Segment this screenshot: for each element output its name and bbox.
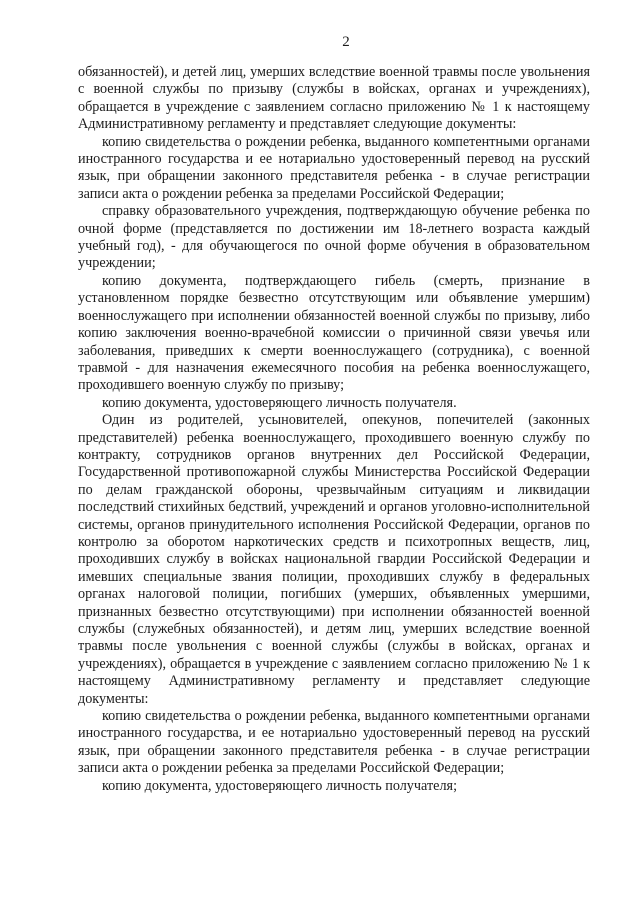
paragraph-continuation: обязанностей), и детей лиц, умерших вследствие военной травмы после увольнения с военной службы по призыву (службы в войсках, органах и учреждениях), обращается в учреждение с заявлением согласно приложению № 1 к настоящему Административному регламенту и представляет следующие документы:	[78, 64, 590, 133]
paragraph-contract-service-parents: Один из родителей, усыновителей, опекунов, попечителей (законных представителей) ребенка военнослужащего, проходившего военную службу по контракту, сотрудников органов внутренних дел Российской Федерации, Государственной противопожарной службы Министерства Российской Федерации по делам гражданской обороны, чрезвычайным ситуациям и ликвидации последствий стихийных бедствий, учреждений и органов уголовно-исполнительной системы, органов принудительного исполнения Российской Федерации, органов по контролю за оборотом наркотических средств и психотропных веществ, лиц, проходивших службу в войсках национальной гвардии Российской Федерации и имевших специальные звания полиции, проходивших службу в федеральных органах налоговой полиции, погибших (умерших, объявленных умершими, признанных безвестно отсутствующими) при исполнении обязанностей военной службы (служебных обязанностей), и детям лиц, умерших вследствие военной травмы после увольнения с военной службы (службы в войсках, органах и учреждениях), обращается в учреждение с заявлением согласно приложению № 1 к настоящему Административному регламенту и представляет следующие документы:	[78, 412, 590, 707]
paragraph-education-certificate: справку образовательного учреждения, подтверждающую обучение ребенка по очной форме (представляется по достижении им 18-летнего возраста каждый учебный год), - для обучающегося по очной форме обучения в образовательном учреждении;	[78, 203, 590, 272]
paragraph-death-document-copy: копию документа, подтверждающего гибель (смерть, признание в установленном порядке безвестно отсутствующим или объявление умершим) военнослужащего при исполнении обязанностей военной службы по призыву, либо копию заключения военно-врачебной комиссии о причинной связи увечья или заболевания, приведших к смерти военнослужащего (сотрудника), с военной травмой - для назначения ежемесячного пособия на ребенка военнослужащего, проходившего военную службу по призыву;	[78, 272, 590, 394]
paragraph-birth-certificate-copy-2: копию свидетельства о рождении ребенка, выданного компетентными органами иностранного государства, и ее нотариально удостоверенный перевод на русский язык, при обращении законного представителя ребенка - в случае регистрации записи акта о рождении ребенка за пределами Российской Федерации;	[78, 708, 590, 777]
paragraph-identity-document-copy: копию документа, удостоверяющего личность получателя.	[102, 394, 457, 411]
paragraph-identity-document-copy-2: копию документа, удостоверяющего личность получателя;	[102, 777, 458, 794]
page-number: 2	[342, 34, 350, 50]
paragraph-birth-certificate-copy: копию свидетельства о рождении ребенка, выданного компетентными органами иностранного государства и ее нотариально удостоверенный перевод на русский язык, при обращении законного представителя ребенка - в случае регистрации записи акта о рождении ребенка за пределами Российской Федерации;	[78, 133, 590, 202]
